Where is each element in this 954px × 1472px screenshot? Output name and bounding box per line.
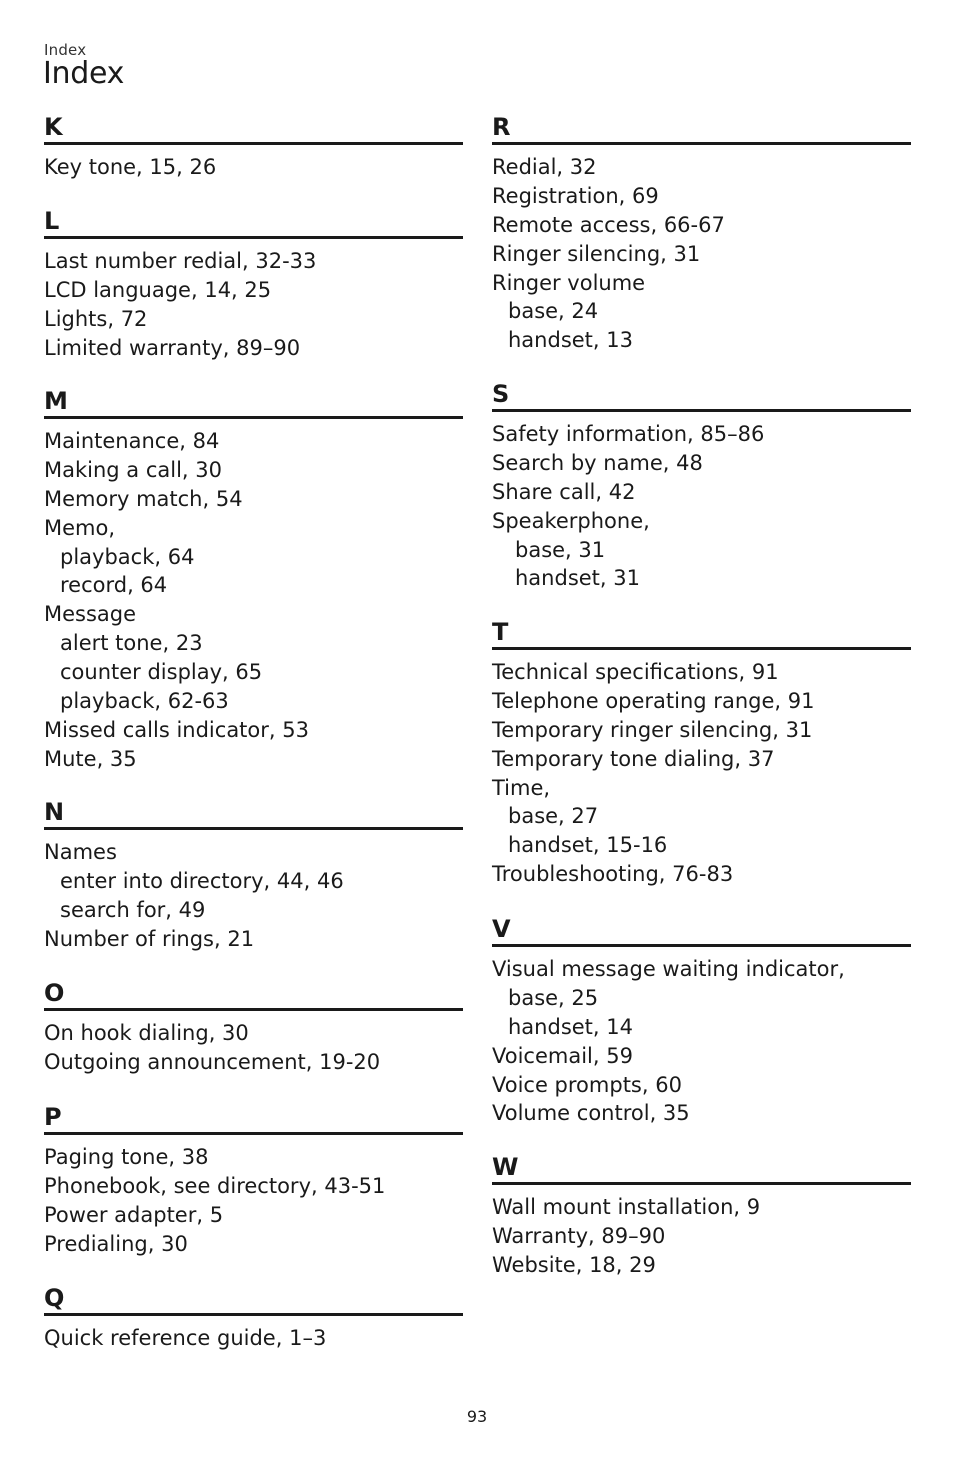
index-entry: LCD language, 14, 25 <box>44 277 272 302</box>
index-entry: Technical specifications, 91 <box>492 660 779 684</box>
entry-list <box>44 1019 463 1077</box>
index-entry: Mute, 35 <box>44 746 137 771</box>
index-entry: Warranty, 89–90 <box>492 1223 666 1248</box>
index-entry: Paging tone, 38 <box>44 1145 209 1169</box>
index-subentry: search for, 49 <box>60 897 206 922</box>
index-entry: Registration, 69 <box>492 183 659 208</box>
running-head: Index <box>44 41 87 59</box>
index-section-r <box>492 112 911 355</box>
section-letter: K <box>44 112 463 145</box>
index-section-p <box>44 1102 463 1259</box>
page-title: Index <box>43 56 125 91</box>
index-section-l <box>44 206 463 363</box>
index-entry: Ringer silencing, 31 <box>492 241 701 266</box>
index-entry: Predialing, 30 <box>44 1231 188 1256</box>
entry-list <box>492 955 911 1128</box>
entry-list <box>44 247 463 363</box>
index-subentry: base, 24 <box>508 299 599 324</box>
index-entry: Voicemail, 59 <box>492 1043 633 1068</box>
index-subentry: base, 31 <box>515 537 606 562</box>
index-entry: Visual message waiting indicator, <box>492 957 845 981</box>
index-subentry: handset, 14 <box>508 1014 633 1039</box>
index-entry: Ringer volume <box>492 270 646 295</box>
section-letter: T <box>492 617 911 650</box>
entry-list <box>44 1143 463 1259</box>
index-entry: Message <box>44 602 137 627</box>
index-entry: On hook dialing, 30 <box>44 1021 249 1045</box>
section-letter: R <box>492 112 911 145</box>
section-letter: V <box>492 914 911 947</box>
index-subentry: enter into directory, 44, 46 <box>60 868 344 893</box>
index-entry: Last number redial, 32-33 <box>44 249 317 273</box>
index-entry: Troubleshooting, 76-83 <box>492 862 734 887</box>
index-entry: Volume control, 35 <box>492 1101 690 1126</box>
index-section-q <box>44 1283 463 1353</box>
index-subentry: alert tone, 23 <box>60 631 203 656</box>
index-subentry: handset, 31 <box>515 566 640 591</box>
section-letter: O <box>44 978 463 1011</box>
section-letter: N <box>44 797 463 830</box>
entry-list <box>492 420 911 593</box>
index-subentry: base, 27 <box>508 804 599 829</box>
index-subentry: playback, 62-63 <box>60 689 229 714</box>
index-entry: Outgoing announcement, 19-20 <box>44 1049 381 1074</box>
index-subentry: handset, 15-16 <box>508 833 668 858</box>
index-entry: Memo, <box>44 515 116 540</box>
index-subentry: base, 25 <box>508 985 599 1010</box>
index-subentry: playback, 64 <box>60 544 195 569</box>
index-subentry: counter display, 65 <box>60 660 263 685</box>
index-entry: Telephone operating range, 91 <box>492 688 815 713</box>
entry-list <box>44 838 463 954</box>
index-entry: Power adapter, 5 <box>44 1202 224 1227</box>
index-entry: Lights, 72 <box>44 306 148 331</box>
section-letter: L <box>44 206 463 239</box>
index-section-n <box>44 797 463 954</box>
index-entry: Names <box>44 840 117 864</box>
index-section-k <box>44 112 463 182</box>
index-section-o <box>44 978 463 1077</box>
index-entry: Redial, 32 <box>492 155 597 179</box>
index-entry: Website, 18, 29 <box>492 1252 656 1277</box>
index-entry: Memory match, 54 <box>44 486 243 511</box>
entry-list <box>44 1324 463 1353</box>
index-entry: Temporary tone dialing, 37 <box>492 746 775 771</box>
index-section-v <box>492 914 911 1128</box>
section-letter: Q <box>44 1283 463 1316</box>
section-letter: P <box>44 1102 463 1135</box>
index-entry: Number of rings, 21 <box>44 926 255 951</box>
index-entry: Making a call, 30 <box>44 457 222 482</box>
entry-list <box>44 153 463 182</box>
entry-list <box>492 658 911 889</box>
index-entry: Time, <box>492 775 551 800</box>
entry-list <box>492 153 911 355</box>
index-entry: Share call, 42 <box>492 479 636 504</box>
index-section-t <box>492 617 911 889</box>
page-number: 93 <box>466 1407 488 1426</box>
index-entry: Quick reference guide, 1–3 <box>44 1326 327 1350</box>
index-entry: Wall mount installation, 9 <box>492 1195 761 1219</box>
index-subentry: handset, 13 <box>508 328 633 353</box>
index-entry: Limited warranty, 89–90 <box>44 335 301 360</box>
index-entry: Speakerphone, <box>492 508 650 533</box>
index-section-m <box>44 386 463 774</box>
section-letter: S <box>492 379 911 412</box>
index-entry: Remote access, 66-67 <box>492 212 725 237</box>
index-entry: Missed calls indicator, 53 <box>44 717 309 742</box>
section-letter: M <box>44 386 463 419</box>
index-section-s <box>492 379 911 593</box>
index-entry: Voice prompts, 60 <box>492 1072 682 1097</box>
index-entry: Temporary ringer silencing, 31 <box>492 717 813 742</box>
index-entry: Safety information, 85–86 <box>492 422 765 446</box>
index-section-w <box>492 1152 911 1280</box>
index-entry: Maintenance, 84 <box>44 429 220 453</box>
index-entry: Search by name, 48 <box>492 450 703 475</box>
index-entry: Phonebook, see directory, 43-51 <box>44 1173 386 1198</box>
index-entry: Key tone, 15, 26 <box>44 155 217 179</box>
entry-list <box>44 427 463 774</box>
section-letter: W <box>492 1152 911 1185</box>
entry-list <box>492 1193 911 1280</box>
index-subentry: record, 64 <box>60 573 168 598</box>
